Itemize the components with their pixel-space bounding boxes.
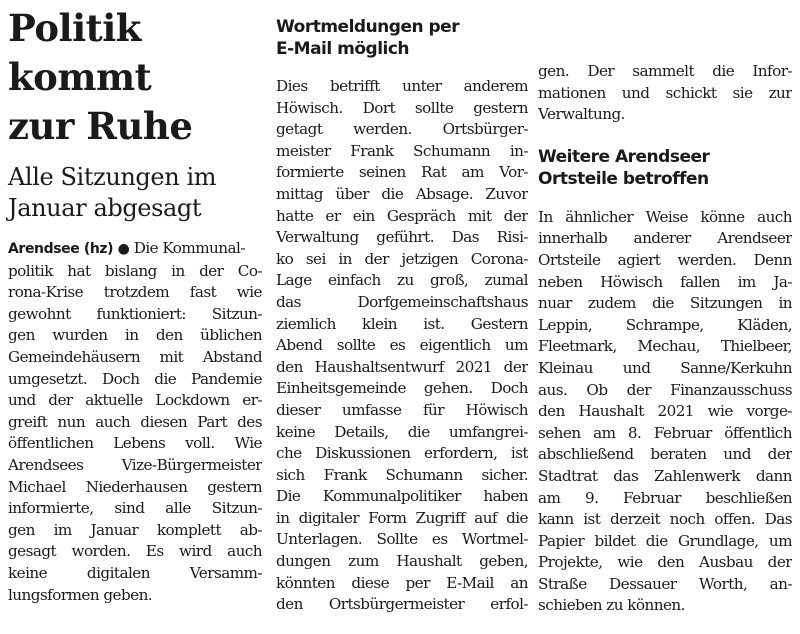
text-line: getagt werden. Ortsbürger- [276,120,528,139]
text-line: gesagt worden. Es wird auch [8,542,262,561]
col3-top-body [538,61,792,126]
headline-line: kommt [8,55,152,99]
section-subhead [276,16,528,60]
headline [8,4,262,151]
text-line: lungsformen geben. [8,585,153,604]
text-line: Fleetmark, Mechau, Thielbeer, [538,337,792,356]
text-line: keine Details, die umfangrei- [276,422,528,441]
col2-body [276,76,528,616]
text-line: den Ortsbürgermeister erfol- [276,595,528,614]
text-line: kann ist derzeit noch offen. Das [538,510,792,529]
text-line: In ähnlicher Weise könne auch [538,207,792,226]
text-line: ko sei in der jetzigen Corona- [276,249,528,268]
column-3 [538,0,792,617]
headline-line: zur Ruhe [8,104,193,148]
text-line: sich Frank Schumann sicher. [276,465,528,484]
text-line: Lage einfach zu groß, zumal [276,271,528,290]
text-line-rest: Die Kommunal- [129,239,245,257]
text-line: Kleinau und Sanne/Kerkuhn [538,358,792,377]
text-line: gen wurden in den üblichen [8,326,262,345]
text-line: Unterlagen. Sollte es Wortmel- [276,530,528,549]
text-line: innerhalb anderer Arendseer [538,229,792,248]
text-line: mationen und schickt sie zur [538,83,792,102]
text-line: Gemeindehäusern mit Abstand [8,347,262,366]
text-line: umgesetzt. Doch die Pandemie [8,369,262,388]
text-line: Papier bildet die Grundlage, um [538,531,792,550]
text-line: dieser umfasse für Höwisch [276,400,528,419]
text-line: Leppin, Schrampe, Kläden, [538,315,792,334]
text-line: gen. Der sammelt die Infor- [538,62,792,80]
column-2 [276,0,528,616]
text-line: Verwaltung. [538,105,625,124]
column-1 [8,0,262,606]
text-line: rona-Krise trotzdem fast wie [8,283,262,302]
text-line: und der aktuelle Lockdown er- [8,391,262,410]
text-line: Arendsees Vize-Bürgermeister [8,455,262,474]
text-line: am 9. Februar beschließen [538,488,792,507]
text-line [8,238,262,261]
text-line: den Haushalt 2021 wie vorge- [538,402,792,421]
text-line: Abend sollte es eigentlich um [276,336,528,355]
deck-line: Januar abgesagt [8,194,202,222]
subhead-line: Weitere Arendseer [538,146,710,167]
text-line: Stadtrat das Zahlenwerk dann [538,466,792,485]
text-line: keine digitalen Versamm- [8,563,262,582]
text-line: politik hat bislang in der Co- [8,261,262,280]
text-line: Straße Dessauer Worth, an- [538,574,792,593]
text-line: das Dorfgemeinschaftshaus [276,292,528,311]
text-line: gewohnt funktioniert: Sitzun- [8,304,262,323]
text-line: Dies betrifft unter anderem [276,77,528,95]
subhead-line: Wortmeldungen per [276,17,460,37]
text-line: den Haushaltsentwurf 2021 der [276,357,528,376]
text-line: dungen zum Haushalt geben, [276,552,528,571]
text-line: gen im Januar komplett ab- [8,520,262,539]
text-line: aus. Ob der Finanzausschuss [538,380,792,399]
text-line: Einheitsgemeinde gehen. Doch [276,379,528,398]
subhead-line: Ortsteile betroffen [538,168,709,189]
subhead-line: E-Mail möglich [276,39,410,59]
text-line: schieben zu können. [538,596,685,615]
text-line: Michael Niederhausen gestern [8,477,262,496]
text-line: informierte, sind alle Sitzun- [8,499,262,518]
text-line: greift nun auch diesen Part des [8,412,262,431]
deck-line: Alle Sitzungen im [8,163,217,191]
text-line: könnten diese per E-Mail an [276,573,528,592]
col3-body [538,207,792,617]
text-line: neben Höwisch fallen im Ja- [538,272,792,291]
col1-body [8,238,262,606]
text-line: Höwisch. Dort sollte gestern [276,98,528,117]
text-line: che Diskussionen erfordern, ist [276,444,528,463]
dateline: Arendsee (hz) ● [8,241,130,257]
text-line: hatte er ein Gespräch mit der [276,206,528,225]
text-line: Die Kommunalpolitiker haben [276,487,528,506]
text-line: abschließend beraten und der [538,445,792,464]
text-line: mittag über die Absage. Zuvor [276,184,528,203]
text-line: Projekte, wie den Ausbau der [538,553,792,572]
text-line: formierte seinen Rat am Vor- [276,163,528,182]
text-line: meister Frank Schumann in- [276,141,528,160]
text-line: ziemlich klein ist. Gestern [276,314,528,333]
headline-line: Politik [8,6,141,50]
text-line: in digitaler Form Zugriff auf die [276,508,528,527]
text-line: sehen am 8. Februar öffentlich [538,423,792,442]
text-line: nuar zudem die Sitzungen in [538,294,792,313]
subheadline-deck [8,162,262,224]
text-line: Ortsteile agiert werden. Denn [538,250,792,269]
text-line: Verwaltung geführt. Das Risi- [276,228,528,247]
section-subhead [538,146,792,190]
text-line: öffentlichen Lebens voll. Wie [8,434,262,453]
